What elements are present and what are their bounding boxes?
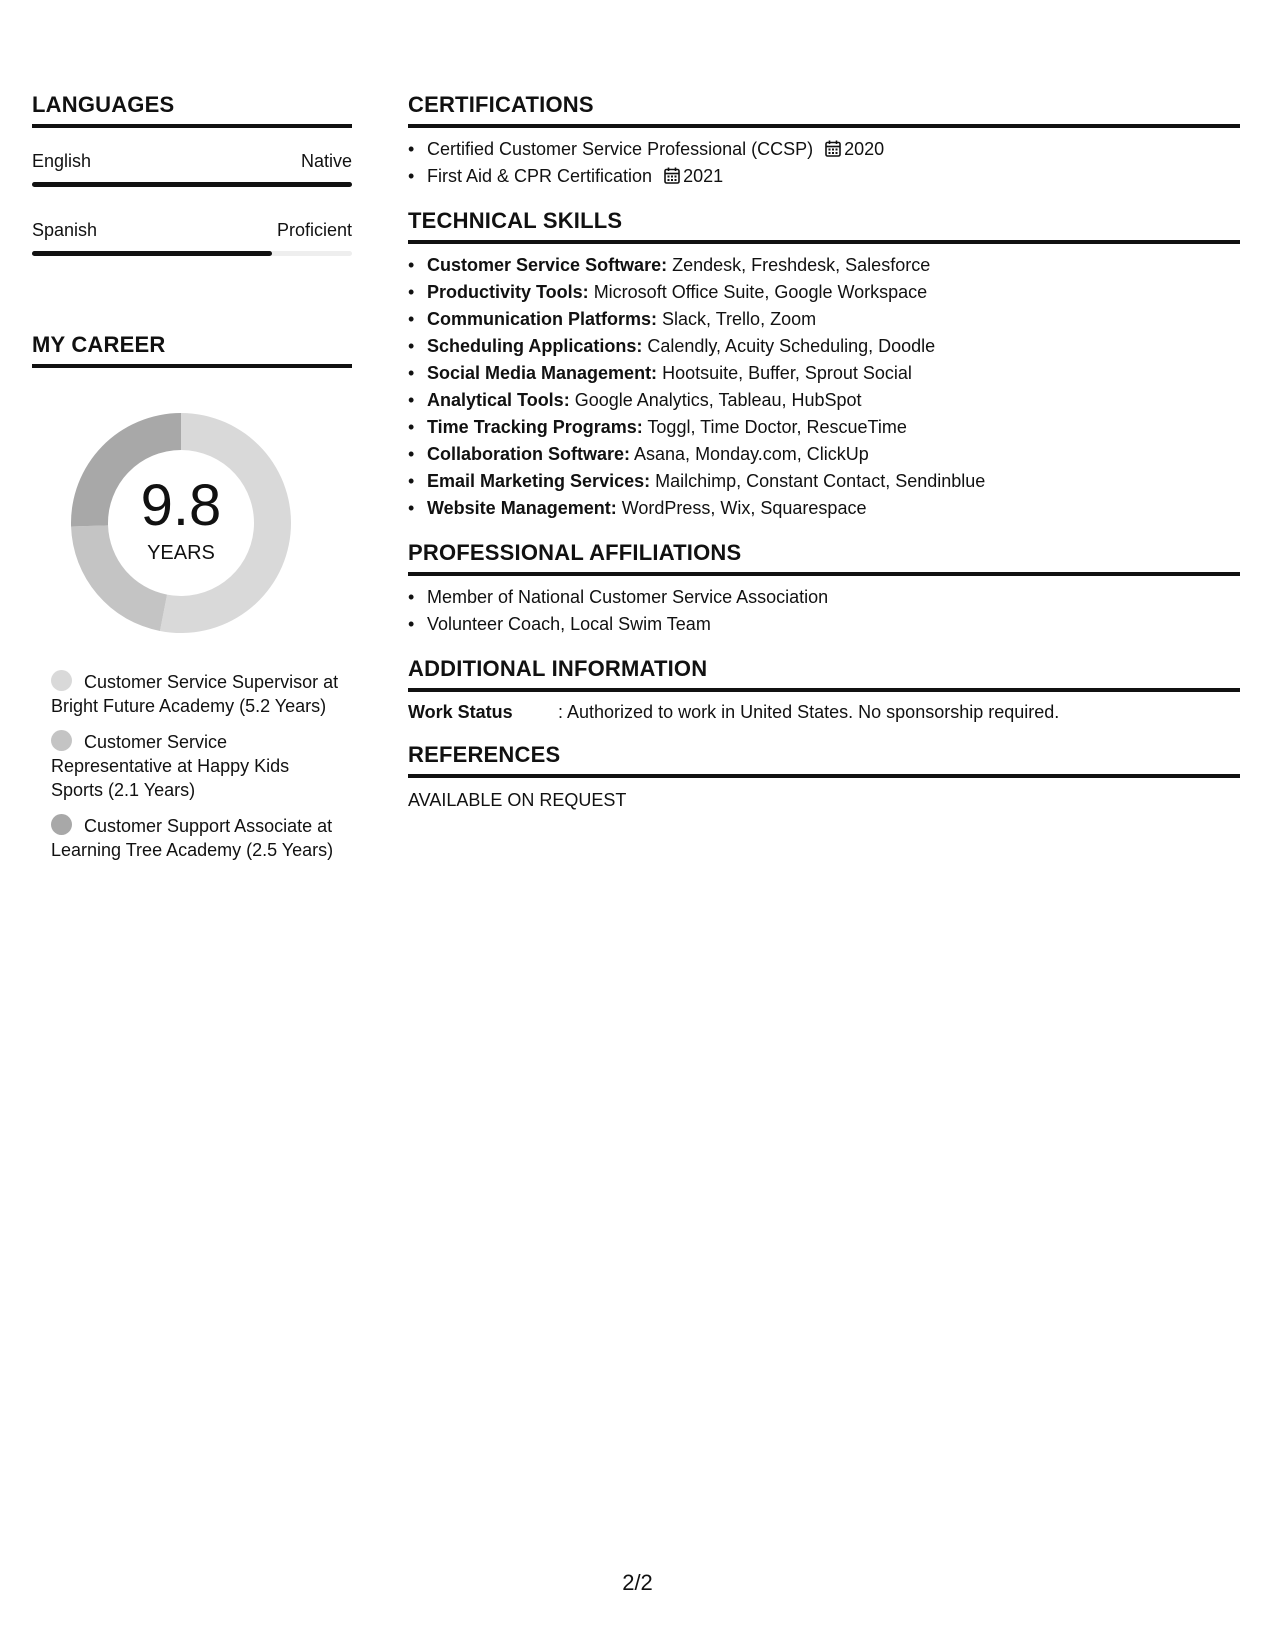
skill-tools: Asana, Monday.com, ClickUp [630,444,869,464]
career-section [32,332,352,862]
skill-item [427,279,1240,306]
skill-category: Productivity Tools: [427,282,589,302]
language-level: Native [300,151,352,171]
skill-item [427,333,1240,360]
language-level-bar [32,251,352,256]
skill-tools: Microsoft Office Suite, Google Workspace [588,282,928,302]
skill-tools: Toggl, Time Doctor, RescueTime [642,417,907,437]
skill-category: Time Tracking Programs: [427,417,643,437]
skill-category: Customer Service Software: [427,255,668,275]
career-title: MY CAREER [32,332,352,368]
skill-item [427,360,1240,387]
calendar-icon [664,167,680,184]
skill-category: Social Media Management: [427,363,658,383]
additional-info-section [408,656,1240,724]
affiliations-list [408,584,1240,638]
certification-item [427,136,1240,163]
skill-tools: Calendly, Acuity Scheduling, Doodle [642,336,936,356]
references-section [408,742,1240,811]
left-column [32,92,352,874]
affiliations-title: PROFESSIONAL AFFILIATIONS [408,540,1240,576]
certification-year: 2020 [844,139,885,159]
language-level-fill [32,182,352,187]
references-title: REFERENCES [408,742,1240,778]
right-column [408,92,1240,811]
page-number: 2/2 [622,1570,653,1595]
language-name: English [32,151,92,171]
legend-label: Customer Service Supervisor at Bright Future Academy (5.2 Years) [51,672,339,716]
references-text: AVAILABLE ON REQUEST [408,790,627,810]
certification-name: Certified Customer Service Professional (CCSP) [427,139,814,159]
skill-item [427,387,1240,414]
skill-category: Analytical Tools: [427,390,570,410]
skill-category: Scheduling Applications: [427,336,643,356]
skill-tools: WordPress, Wix, Squarespace [616,498,867,518]
skill-tools: Hootsuite, Buffer, Sprout Social [657,363,912,383]
work-status-value: : Authorized to work in United States. No sponsorship required. [558,702,1060,722]
language-item-spanish [32,219,352,256]
technical-skills-title: TECHNICAL SKILLS [408,208,1240,244]
career-years-label: YEARS [147,542,215,564]
career-donut-chart [66,408,296,638]
technical-skills-section [408,208,1240,522]
skill-tools: Slack, Trello, Zoom [657,309,817,329]
additional-info-title: ADDITIONAL INFORMATION [408,656,1240,692]
language-level-bar [32,182,352,187]
skill-item [427,252,1240,279]
technical-skills-list [408,252,1240,522]
affiliations-section [408,540,1240,638]
work-status-row [408,700,1240,724]
affiliation-item: • Volunteer Coach, Local Swim Team [427,611,1240,638]
skill-category: Email Marketing Services: [427,471,651,491]
skill-category: Website Management: [427,498,617,518]
career-total-years: 9.8 [140,473,222,538]
skill-tools: Zendesk, Freshdesk, Salesforce [667,255,931,275]
legend-dot [51,670,72,691]
work-status-label: Work Status [408,702,513,722]
skill-category: Collaboration Software: [427,444,631,464]
language-level-fill [32,251,272,256]
language-level: Proficient [276,220,352,240]
legend-item [51,730,341,802]
skill-item [427,495,1240,522]
certification-item [427,163,1240,190]
skill-item [427,441,1240,468]
skill-tools: Mailchimp, Constant Contact, Sendinblue [650,471,986,491]
skill-item [427,306,1240,333]
skill-item [427,468,1240,495]
career-legend [32,670,341,862]
legend-item [51,670,341,718]
certification-name: First Aid & CPR Certification [427,166,653,186]
legend-label: Customer Service Representative at Happy Kids Sports (2.1 Years) [51,732,290,800]
skill-category: Communication Platforms: [427,309,658,329]
languages-title: LANGUAGES [32,92,352,128]
legend-dot [51,814,72,835]
legend-label: Customer Support Associate at Learning Tree Academy (2.5 Years) [51,816,334,860]
skill-tools: Google Analytics, Tableau, HubSpot [569,390,862,410]
affiliation-item: • Member of National Customer Service Association [427,584,1240,611]
legend-dot [51,730,72,751]
legend-item [51,814,341,862]
certifications-title: CERTIFICATIONS [408,92,1240,128]
skill-item [427,414,1240,441]
language-name: Spanish [32,220,98,240]
certifications-list [408,136,1240,190]
language-item-english [32,150,352,187]
calendar-icon [825,140,841,157]
certification-year: 2021 [683,166,724,186]
